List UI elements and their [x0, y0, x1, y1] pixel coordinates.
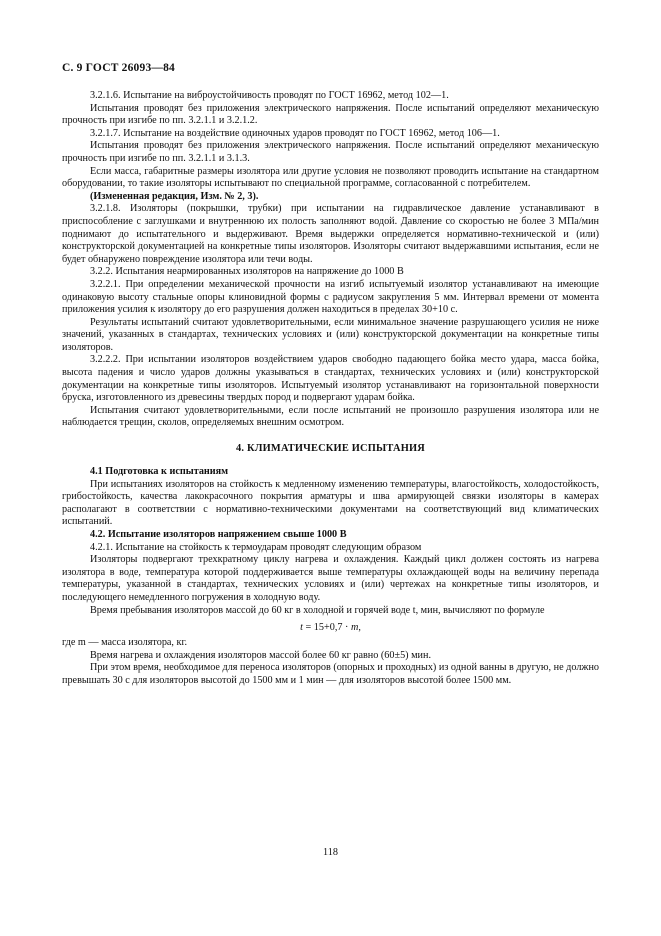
- page-number: 118: [323, 847, 338, 858]
- paragraph: Если масса, габаритные размеры изолятора или другие условия не позволяют проводить испытание на стандартном оборудовании, то такие изоляторы испытывают по специальной программе, согласованной с потребителем.: [62, 165, 599, 190]
- subsection-title: 4.2. Испытание изоляторов напряжением свыше 1000 В: [90, 529, 347, 540]
- formula-tail: ,: [358, 622, 361, 634]
- paragraph: 4.2.1. Испытание на стойкость к термоударам проводят следующим образом: [90, 541, 422, 553]
- paragraph: 3.2.1.8. Изоляторы (покрышки, трубки) при испытании на гидравлическое давление устанавливают в приспособление с заглушками и внутреннюю их полость заполняют водой. Давление со скоростью не более 3 МПа/мин поднимают до испытательного и выдерживают. Время выдержки определяется нормативно-технической и (или) конструкторской документацией на конкретные типы изоляторов. Изоляторы считают выдержавшими испытания, если не будет обнаружено повреждение изолятора или течи воды.: [62, 203, 599, 265]
- paragraph: Результаты испытаний считают удовлетворительными, если минимальное значение разрушающего усилия не ниже значений, указанных в стандартах, технических условиях и (или) конструкторской документации на конкретные типы изоляторов.: [62, 316, 599, 353]
- paragraph: При испытаниях изоляторов на стойкость к медленному изменению температуры, влагостойкость, холодостойкость, грибостойкость, качества лакокрасочного покрытия арматуры и шва армирующей связки изоляторы в камерах располагают в соответствии с нормативно-техническими документами на соответствующий вид климатических испытаний.: [62, 478, 599, 528]
- paragraph: 3.2.2.2. При испытании изоляторов воздействием ударов свободно падающего бойка место удара, масса бойка, высота падения и число ударов должны указываться в стандартах, технических условиях и (или) конструкторской документации на конкретные типы изоляторов. Испытуемый изолятор устанавливают на горизонтальной поверхности бруска, изготовленного из древесины твердых пород и подвергают ударам бойка.: [62, 354, 599, 404]
- formula: [62, 621, 599, 635]
- paragraph: Время нагрева и охлаждения изоляторов массой более 60 кг равно (60±5) мин.: [90, 649, 432, 661]
- edition-note: (Измененная редакция, Изм. № 2, 3).: [90, 190, 259, 202]
- paragraph: Изоляторы подвергают трехкратному циклу нагрева и охлаждения. Каждый цикл должен состоять из нагрева изолятора в воде, температура которой поддерживается выше температуры охлаждающей воды на величину перепада температуры, указанной в стандартах, технических условиях и (или) чертежах на конкретные типы изоляторов, и последующего немедленного погружения в холодную воду.: [62, 554, 599, 603]
- paragraph: Время пребывания изоляторов массой до 60 кг в холодной и горячей воде t, мин, вычисляют по формуле: [90, 604, 545, 616]
- document-page: [62, 62, 599, 688]
- section-title: 4. КЛИМАТИЧЕСКИЕ ИСПЫТАНИЯ: [235, 443, 426, 455]
- paragraph: Испытания проводят без приложения электрического напряжения. После испытаний определяют механическую прочность при изгибе по пп. 3.2.1.1 и 3.2.1.2.: [62, 102, 599, 127]
- paragraph: 3.2.2.1. При определении механической прочности на изгиб испытуемый изолятор устанавливают на имеющие одинаковую высоту стальные опоры клиновидной формы с радиусом закругления 5 мм. Интервал времени от момента приложения усилия к изолятору до его разрушения должен находиться в пределах 30+10 с.: [62, 278, 599, 316]
- paragraph: При этом время, необходимое для переноса изоляторов (опорных и проходных) из одной ванны в другую, не должно превышать 30 с для изоляторов высотой до 1500 мм и 1 мин — для изоляторов высотой более 1500 мм.: [62, 662, 599, 686]
- page-header: С. 9 ГОСТ 26093—84: [62, 62, 175, 74]
- paragraph: 3.2.1.6. Испытание на виброустойчивость проводят по ГОСТ 16962, метод 102—1.: [90, 90, 449, 101]
- paragraph: Испытания считают удовлетворительными, если после испытаний не произошло разрушения изолятора или не наблюдается трещин, сколов, определяемых внешним осмотром.: [62, 404, 599, 429]
- subsection-title: 4.1 Подготовка к испытаниям: [90, 466, 229, 478]
- paragraph: 3.2.1.7. Испытание на воздействие одиночных ударов проводят по ГОСТ 16962, метод 106—1.: [90, 127, 500, 139]
- formula-where: где m — масса изолятора, кг.: [62, 637, 188, 649]
- formula-rhs: = 15+0,7 ·: [302, 622, 351, 634]
- paragraph: 3.2.2. Испытания неармированных изоляторов на напряжение до 1000 В: [90, 266, 404, 278]
- formula-var2: m: [350, 622, 359, 634]
- formula-var: t: [300, 622, 303, 634]
- paragraph: Испытания проводят без приложения электрического напряжения. После испытаний определяют механическую прочность при изгибе по пп. 3.2.1.1 и 3.1.3.: [62, 140, 599, 164]
